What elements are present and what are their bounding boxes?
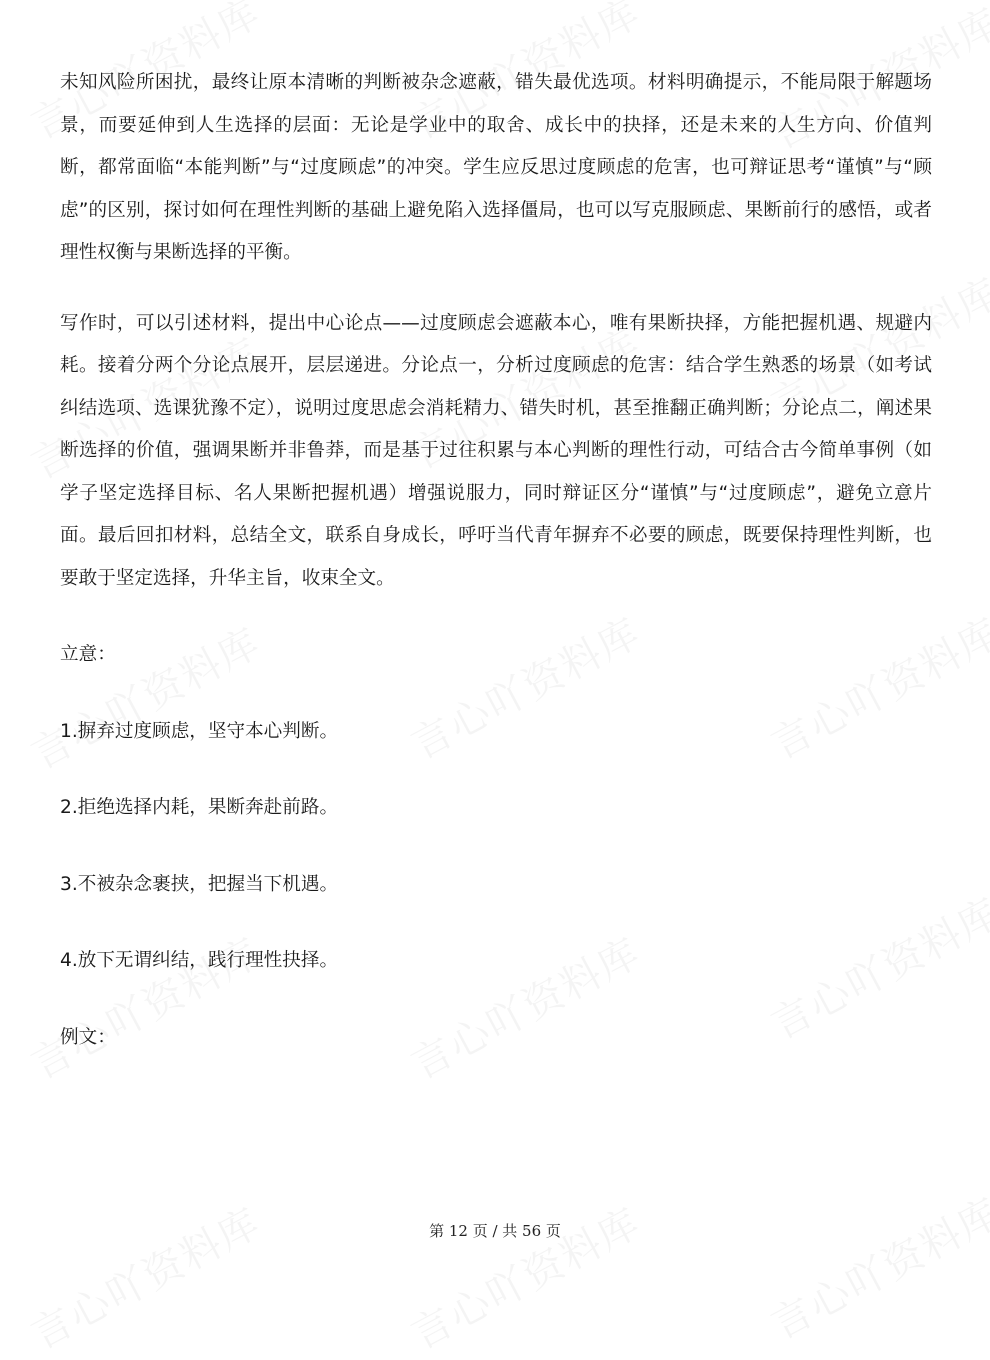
- ideas-heading: 立意：: [60, 644, 116, 665]
- paragraph-writing-guide: 写作时，可以引述材料，提出中心论点——过度顾虑会遮蔽本心，唯有果断抉择，方能把握机遇、规避内耗。接着分两个分论点展开，层层递进。分论点一，分析过度顾虑的危害：结合学生熟悉的场景（如考试纠结选项、选课犹豫不定），说明过度思虑会消耗精力、错失时机，甚至推翻正确判断；分论点二，阐述果断选择的价值，强调果断并非鲁莽，而是基于过往积累与本心判断的理性行动，可结合古今简单事例（如学子坚定选择目标、名人果断把握机遇）增强说服力，同时辩证区分“谨慎”与“过度顾虑”，避免立意片面。最后回扣材料，总结全文，联系自身成长，呼吁当代青年摒弃不必要的顾虑，既要保持理性判断，也要敢于坚定选择，升华主旨，收束全文。: [60, 312, 932, 589]
- idea-item-1: 1.摒弃过度顾虑，坚守本心判断。: [60, 720, 339, 742]
- idea-item-3: 3.不被杂念裹挟，把握当下机遇。: [60, 873, 339, 895]
- idea-item-2: 2.拒绝选择内耗，果断奔赴前路。: [60, 797, 339, 818]
- page-number-footer: 第 12 页 / 共 56 页: [429, 1222, 561, 1240]
- watermark-text: [760, 1182, 990, 1351]
- watermark-text: [400, 1192, 649, 1360]
- document-body: [60, 62, 932, 1059]
- watermark-text: [20, 1192, 269, 1360]
- example-heading: 例文：: [60, 1026, 116, 1048]
- idea-item-4: 4.放下无谓纠结，践行理性抉择。: [60, 950, 339, 971]
- paragraph-analysis: 未知风险所困扰，最终让原本清晰的判断被杂念遮蔽，错失最优选项。材料明确提示，不能局限于解题场景，而要延伸到人生选择的层面：无论是学业中的取舍、成长中的抉择，还是未来的人生方向、价值判断，都常面临“本能判断”与“过度顾虑”的冲突。学生应反思过度顾虑的危害，也可辩证思考“谨慎”与“顾虑”的区别，探讨如何在理性判断的基础上避免陷入选择僵局，也可以写克服顾虑、果断前行的感悟，或者理性权衡与果断选择的平衡。: [60, 72, 932, 263]
